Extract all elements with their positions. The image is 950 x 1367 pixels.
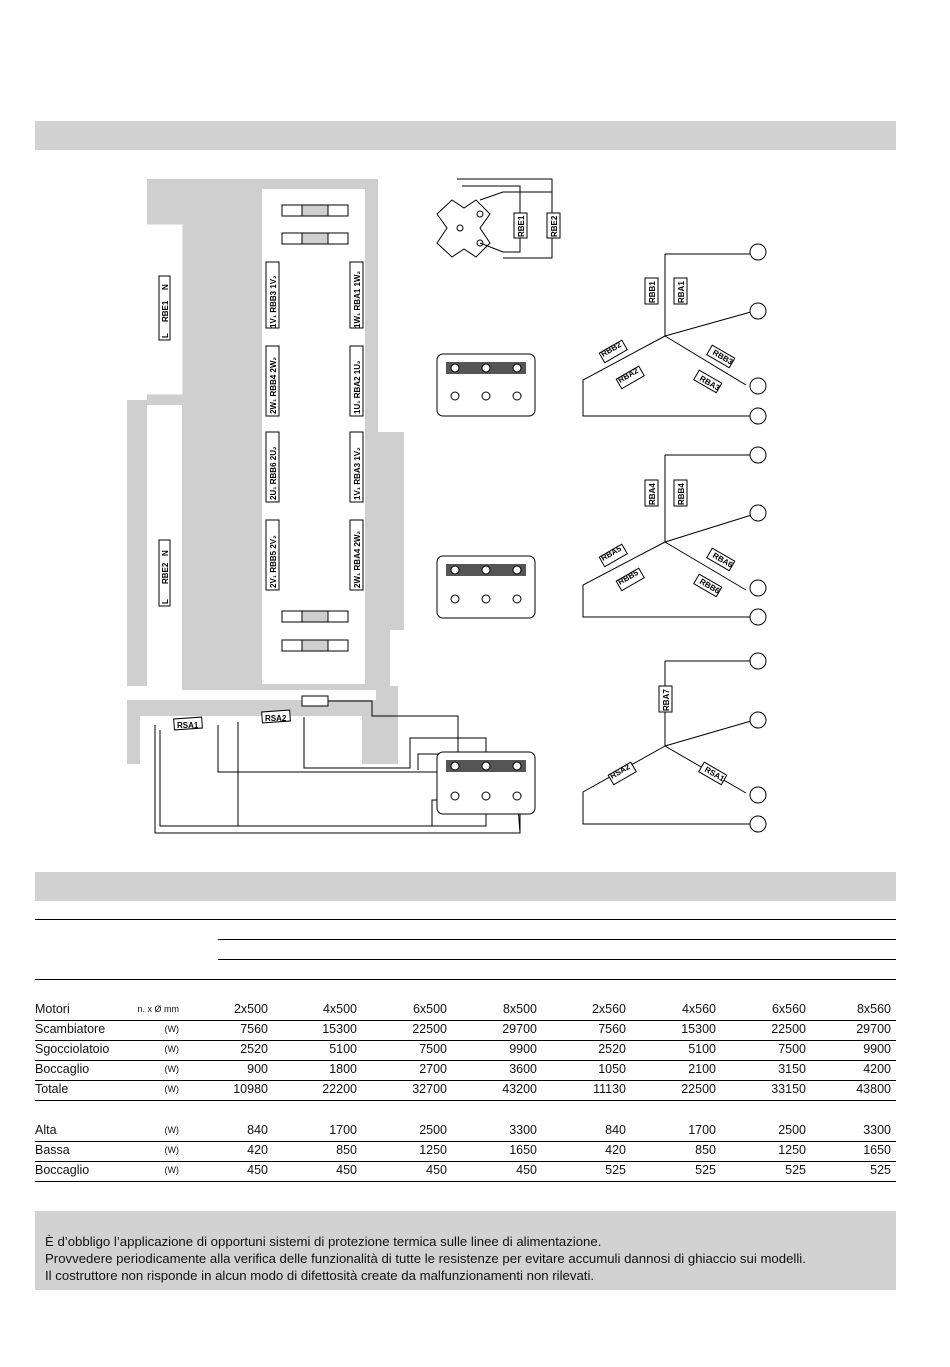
- svg-text:1W₁ RBA1 1W₂: 1W₁ RBA1 1W₂: [353, 270, 362, 328]
- svg-text:RBA5: RBA5: [599, 544, 623, 563]
- svg-text:RSA2: RSA2: [608, 762, 632, 781]
- svg-text:RBA3: RBA3: [698, 373, 722, 393]
- thermostat-symbol: [437, 179, 552, 258]
- row-unit: (W): [164, 1024, 179, 1034]
- table-cell: 7560: [240, 1022, 268, 1036]
- section-header-band-table: [35, 872, 896, 901]
- table-cell: 22500: [681, 1082, 716, 1096]
- svg-text:RBA4: RBA4: [648, 483, 657, 505]
- row-unit: (W): [164, 1165, 179, 1175]
- table-cell: 900: [247, 1062, 268, 1076]
- svg-text:N: N: [161, 284, 170, 290]
- table-cell: 22200: [322, 1082, 357, 1096]
- rbe2-label: RBE2: [161, 562, 170, 584]
- table-cell: 1250: [419, 1143, 447, 1157]
- svg-text:1U₁ RBA2 1U₂: 1U₁ RBA2 1U₂: [353, 360, 362, 414]
- table-cell: 5100: [329, 1042, 357, 1056]
- row-unit: (W): [164, 1044, 179, 1054]
- table-row: [35, 1060, 896, 1080]
- table-row: [35, 1020, 896, 1040]
- table-cell: 450: [516, 1163, 537, 1177]
- table-cell: 2500: [419, 1123, 447, 1137]
- unit-panel-bottom: [127, 700, 376, 764]
- svg-text:RBB4: RBB4: [677, 483, 686, 505]
- row-unit: (W): [164, 1125, 179, 1135]
- table-cell: 1800: [329, 1062, 357, 1076]
- table-cell: 2100: [688, 1062, 716, 1076]
- row-unit: (W): [164, 1084, 179, 1094]
- safety-note: [35, 1211, 896, 1290]
- table-cell: 15300: [681, 1022, 716, 1036]
- table-cell: 9900: [863, 1042, 891, 1056]
- table-cell: 5100: [688, 1042, 716, 1056]
- row-label: Motori: [35, 1002, 70, 1016]
- table-row: [35, 1141, 896, 1161]
- table-cell: 850: [336, 1143, 357, 1157]
- terminal-block-2: [437, 556, 535, 618]
- svg-text:2W₁ RBA4 2W₂: 2W₁ RBA4 2W₂: [353, 530, 362, 588]
- power-table: [35, 900, 896, 1190]
- table-cell: 3600: [509, 1062, 537, 1076]
- row-label: Scambiatore: [35, 1022, 106, 1036]
- table-cell: 3300: [509, 1123, 537, 1137]
- table-cell: 1700: [329, 1123, 357, 1137]
- table-cell: 43200: [502, 1082, 537, 1096]
- table-cell: 450: [247, 1163, 268, 1177]
- svg-text:RBA7: RBA7: [662, 689, 671, 711]
- table-cell: 43800: [856, 1082, 891, 1096]
- svg-text:RBB3: RBB3: [711, 347, 735, 367]
- svg-text:RBA1: RBA1: [677, 281, 686, 303]
- table-cell: 1250: [778, 1143, 806, 1157]
- svg-text:RSA1: RSA1: [703, 764, 726, 784]
- svg-text:RBB2: RBB2: [599, 340, 623, 359]
- table-cell: 2x500: [233, 1002, 268, 1016]
- table-row: [35, 1161, 896, 1181]
- rsa2-label: RSA2: [265, 714, 287, 723]
- note-line-1: È d’obbligo l’applicazione di opportuni sistemi di protezione termica sulle linee di alimentazione.: [45, 1234, 602, 1249]
- table-cell: 7500: [419, 1042, 447, 1056]
- table-cell: 29700: [502, 1022, 537, 1036]
- row-unit: (W): [164, 1145, 179, 1155]
- table-cell: 22500: [771, 1022, 806, 1036]
- table-cell: 840: [605, 1123, 626, 1137]
- table-cell: 11130: [593, 1082, 626, 1096]
- table-cell: 525: [785, 1163, 806, 1177]
- table-cell: 3300: [863, 1123, 891, 1137]
- rbe1-label: RBE1: [161, 300, 170, 322]
- svg-text:2U₁ RBB6 2U₂: 2U₁ RBB6 2U₂: [269, 446, 278, 500]
- table-cell: 4200: [863, 1062, 891, 1076]
- table-cell: 6x500: [412, 1002, 447, 1016]
- table-row: [35, 1121, 896, 1141]
- table-cell: 420: [247, 1143, 268, 1157]
- row-divider: [35, 1100, 896, 1101]
- svg-text:L: L: [161, 599, 170, 604]
- row-label: Boccaglio: [35, 1062, 90, 1076]
- table-row: [35, 1000, 896, 1020]
- table-cell: 33150: [771, 1082, 806, 1096]
- table-row: [35, 1080, 896, 1100]
- terminal-block-3: [437, 752, 535, 814]
- table-cell: 840: [247, 1123, 268, 1137]
- table-cell: 15300: [322, 1022, 357, 1036]
- table-cell: 1700: [688, 1123, 716, 1137]
- table-cell: 2520: [598, 1042, 626, 1056]
- table-cell: 22500: [412, 1022, 447, 1036]
- table-cell: 6x560: [771, 1002, 806, 1016]
- note-line-3: Il costruttore non risponde in alcun modo di difettosità create da malfunzionamenti non rilevati.: [45, 1268, 595, 1283]
- table-cell: 850: [695, 1143, 716, 1157]
- table-cell: 2520: [240, 1042, 268, 1056]
- table-cell: 7500: [778, 1042, 806, 1056]
- row-label: Alta: [35, 1123, 57, 1137]
- table-cell: 525: [605, 1163, 626, 1177]
- table-cell: 10980: [233, 1082, 268, 1096]
- table-cell: 29700: [856, 1022, 891, 1036]
- svg-text:L: L: [161, 333, 170, 338]
- table-row: [35, 1040, 896, 1060]
- table-cell: 1650: [509, 1143, 537, 1157]
- svg-text:RBE2: RBE2: [550, 215, 559, 237]
- row-label: Bassa: [35, 1143, 70, 1157]
- table-cell: 3150: [778, 1062, 806, 1076]
- svg-text:RBA2: RBA2: [616, 366, 640, 385]
- svg-text:1V₁ RBA3 1V₂: 1V₁ RBA3 1V₂: [353, 447, 362, 500]
- row-unit: (W): [164, 1064, 179, 1074]
- note-line-2: Provvedere periodicamente alla verifica delle funzionalità di tutte le resistenze per evitare accumuli dannosi di ghiaccio sui modelli.: [45, 1251, 806, 1266]
- table-cell: 8x500: [502, 1002, 537, 1016]
- table-cell: 525: [870, 1163, 891, 1177]
- svg-text:RBE1: RBE1: [517, 215, 526, 237]
- table-cell: 420: [605, 1143, 626, 1157]
- table-cell: 1650: [863, 1143, 891, 1157]
- table-cell: 1050: [598, 1062, 626, 1076]
- row-unit: n. x Ø mm: [137, 1004, 179, 1014]
- row-label: Boccaglio: [35, 1163, 90, 1177]
- row-label: Totale: [35, 1082, 69, 1096]
- table-cell: 32700: [412, 1082, 447, 1096]
- table-cell: 4x500: [322, 1002, 357, 1016]
- table-cell: 2x560: [591, 1002, 626, 1016]
- table-cell: 2500: [778, 1123, 806, 1137]
- svg-text:RBB1: RBB1: [648, 281, 657, 303]
- svg-text:RBB5: RBB5: [616, 568, 640, 587]
- rsa1-label: RSA1: [177, 721, 199, 730]
- table-cell: 2700: [419, 1062, 447, 1076]
- table-cell: 450: [336, 1163, 357, 1177]
- svg-text:2W₁ RBB4 2W₂: 2W₁ RBB4 2W₂: [269, 356, 278, 414]
- table-cell: 4x560: [681, 1002, 716, 1016]
- table-cell: 525: [695, 1163, 716, 1177]
- table-cell: 8x560: [856, 1002, 891, 1016]
- svg-text:RBA6: RBA6: [711, 550, 735, 570]
- table-cell: 450: [426, 1163, 447, 1177]
- svg-text:N: N: [161, 550, 170, 556]
- svg-text:2V₁ RBB5 2V₂: 2V₁ RBB5 2V₂: [269, 535, 278, 588]
- table-cell: 7560: [598, 1022, 626, 1036]
- row-divider: [35, 1181, 896, 1182]
- table-cell: 9900: [509, 1042, 537, 1056]
- terminal-block-1: [437, 354, 535, 416]
- svg-text:RBB6: RBB6: [698, 576, 722, 596]
- row-label: Sgocciolatoio: [35, 1042, 110, 1056]
- svg-text:1V₁ RBB3 1V₂: 1V₁ RBB3 1V₂: [269, 275, 278, 328]
